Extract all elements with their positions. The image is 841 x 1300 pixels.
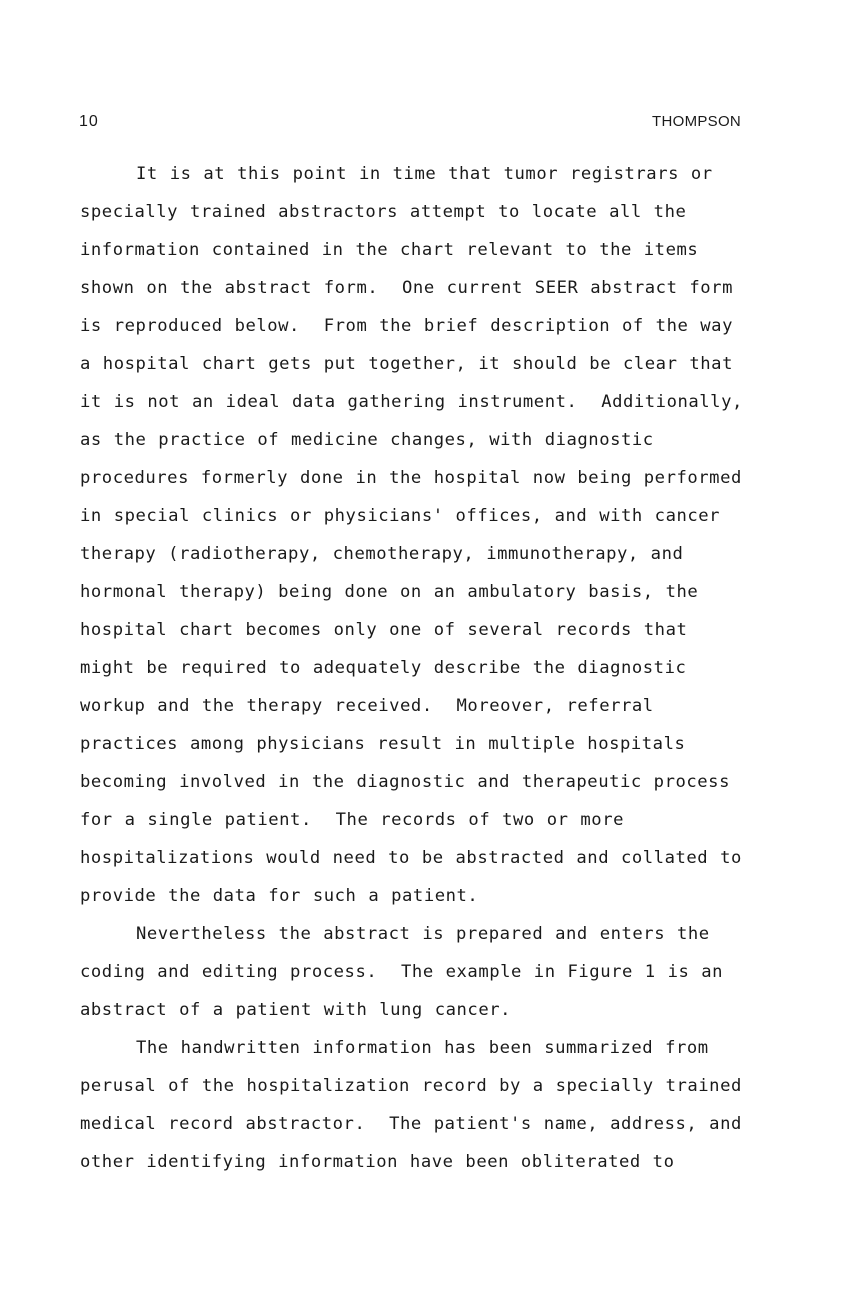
text-line: for a single patient. The records of two or more — [80, 810, 624, 830]
running-head: THOMPSON — [652, 113, 742, 130]
text-line: hospital chart becomes only one of several records that — [80, 620, 688, 640]
text-line: a hospital chart gets put together, it should be clear that — [80, 354, 733, 374]
text-line: practices among physicians result in multiple hospitals — [80, 734, 686, 754]
page-number: 10 — [79, 113, 99, 130]
text-line: other identifying information have been obliterated to — [80, 1152, 675, 1172]
text-line: abstract of a patient with lung cancer. — [80, 1000, 512, 1020]
text-line: is reproduced below. From the brief description of the way — [80, 316, 733, 336]
text-line: It is at this point in time that tumor registrars or — [136, 164, 713, 184]
body-text — [80, 155, 780, 1181]
text-line: might be required to adequately describe the diagnostic — [80, 658, 687, 678]
text-line: becoming involved in the diagnostic and therapeutic process — [80, 772, 730, 792]
text-line: specially trained abstractors attempt to locate all the — [80, 202, 687, 222]
text-line: hospitalizations would need to be abstracted and collated to — [80, 848, 742, 868]
text-line: information contained in the chart relevant to the items — [80, 240, 699, 260]
text-line: workup and the therapy received. Moreover, referral — [80, 696, 654, 716]
text-line: hormonal therapy) being done on an ambulatory basis, the — [80, 582, 699, 602]
text-line: therapy (radiotherapy, chemotherapy, immunotherapy, and — [80, 544, 684, 564]
text-line: as the practice of medicine changes, with diagnostic — [80, 430, 654, 450]
text-line: provide the data for such a patient. — [80, 886, 479, 906]
text-line: procedures formerly done in the hospital now being performed — [80, 468, 742, 488]
text-line: coding and editing process. The example in Figure 1 is an — [80, 962, 724, 982]
text-line: shown on the abstract form. One current SEER abstract form — [80, 278, 733, 298]
text-line: in special clinics or physicians' offices, and with cancer — [80, 506, 721, 526]
text-line: Nevertheless the abstract is prepared and enters the — [136, 924, 710, 944]
text-line: perusal of the hospitalization record by a specially trained — [80, 1076, 742, 1096]
text-line: medical record abstractor. The patient's name, address, and — [80, 1114, 742, 1134]
text-line: The handwritten information has been summarized from — [136, 1038, 709, 1058]
text-line: it is not an ideal data gathering instrument. Additionally, — [80, 392, 743, 412]
